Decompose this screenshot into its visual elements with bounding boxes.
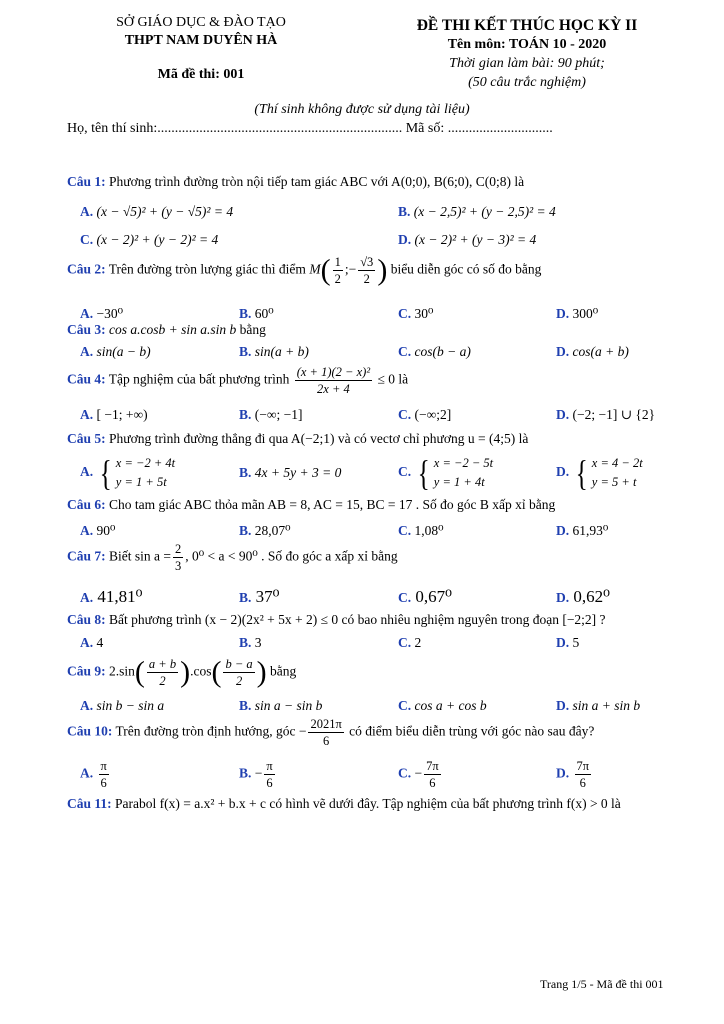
option-c[interactable]: C. 30⁰ bbox=[398, 306, 434, 321]
option-c[interactable]: C. (−∞;2] bbox=[398, 407, 452, 422]
question-text-end: , 0⁰ < a < 90⁰ . Số đo góc a xấp xỉ bằng bbox=[185, 548, 398, 564]
option-a[interactable]: A. sin(a − b) bbox=[80, 344, 151, 359]
option-d[interactable]: D. 0,62⁰ bbox=[556, 587, 610, 606]
question-label: Câu 9: bbox=[67, 663, 106, 679]
candidate-info: Họ, tên thí sinh:...................................................................... Mã số: .............................. bbox=[67, 121, 553, 136]
question-10: Câu 10: Trên đường tròn định hướng, góc − $\frac{2021\pi}{6}$ có điểm biểu diễn trùng với góc nào sau đây? bbox=[67, 717, 595, 748]
department-name: SỞ GIÁO DỤC & ĐÀO TẠO bbox=[116, 15, 286, 30]
option-a[interactable]: A. { x = −2 + 4t y = 1 + 5t bbox=[80, 453, 176, 493]
exam-code: Mã đề thi: 001 bbox=[157, 67, 245, 82]
expression-part: 2.sin bbox=[109, 663, 135, 679]
relation: ≤ 0 bbox=[377, 371, 395, 387]
fraction: $\frac{a + b}{2}$ bbox=[148, 657, 177, 688]
option-a[interactable]: A. −30⁰ bbox=[80, 306, 124, 321]
option-d[interactable]: D. { x = 4 − 2t y = 5 + t bbox=[556, 453, 643, 493]
expression-part: .cos bbox=[190, 663, 212, 679]
question-text: Trên đường tròn định hướng, góc bbox=[115, 723, 296, 739]
option-a[interactable]: A. sin b − sin a bbox=[80, 698, 165, 713]
question-text-end: biểu diễn góc có số đo bằng bbox=[390, 261, 542, 277]
option-c[interactable]: C. cos(b − a) bbox=[398, 344, 471, 359]
option-b[interactable]: B. sin(a + b) bbox=[239, 344, 309, 359]
expression: cos a.cosb + sin a.sin b bbox=[109, 322, 237, 337]
question-9: Câu 9: 2.sin( $\frac{a + b}{2}$ ).cos( $\frac{b - a}{2}$ ) bằng bbox=[67, 655, 297, 689]
question-label: Câu 4: bbox=[67, 371, 106, 387]
option-b[interactable]: B. 37⁰ bbox=[239, 587, 280, 606]
question-label: Câu 8: bbox=[67, 612, 106, 627]
question-text: Trên đường tròn lượng giác thì điểm bbox=[108, 261, 306, 277]
option-c[interactable]: C. 0,67⁰ bbox=[398, 587, 452, 606]
question-2: Câu 2: Trên đường tròn lượng giác thì điểm M( $\frac{1}{2}$ ;− $\frac{√3}{2}$ ) biểu diễn góc có số đo bằng bbox=[67, 253, 542, 287]
question-3 bbox=[67, 321, 266, 339]
option-a[interactable]: A. $\frac{\pi}{6}$ bbox=[80, 759, 107, 790]
option-b[interactable]: B. 60⁰ bbox=[239, 306, 274, 321]
question-11 bbox=[67, 795, 621, 813]
question-text: Cho tam giác ABC thỏa mãn AB = 8, AC = 15, BC = 17 . Số đo góc B xấp xỉ bằng bbox=[109, 497, 556, 512]
option-b[interactable]: B. 4x + 5y + 3 = 0 bbox=[239, 465, 342, 480]
question-label: Câu 1: bbox=[67, 174, 106, 189]
option-text: (x − √5)² + (y − √5)² = 4 bbox=[96, 204, 234, 219]
option-b[interactable]: B. 28,07⁰ bbox=[239, 523, 291, 538]
question-text: Tập nghiệm của bất phương trình bbox=[108, 371, 290, 387]
option-b[interactable]: B. 3 bbox=[239, 635, 262, 650]
fraction: $\frac{1}{2}$ bbox=[334, 255, 341, 286]
question-text-end: có điểm biểu diễn trùng với góc nào sau đây? bbox=[349, 723, 595, 739]
question-6 bbox=[67, 496, 555, 514]
question-text: bằng bbox=[239, 322, 266, 337]
school-name: THPT NAM DUYÊN HÀ bbox=[124, 33, 278, 48]
option-a[interactable]: A. 41,81⁰ bbox=[80, 587, 143, 606]
header-right bbox=[388, 16, 666, 92]
option-text: (x − 2)² + (y − 3)² = 4 bbox=[414, 232, 537, 247]
fraction: $\frac{b - a}{2}$ bbox=[225, 657, 253, 688]
option-c[interactable]: C. 2 bbox=[398, 635, 422, 650]
option-d[interactable]: D. 5 bbox=[556, 635, 580, 650]
option-c[interactable] bbox=[80, 231, 218, 249]
option-a[interactable]: A. 4 bbox=[80, 635, 104, 650]
option-b[interactable]: B. (−∞; −1] bbox=[239, 407, 303, 422]
exam-title: ĐỀ THI KẾT THÚC HỌC KỲ II bbox=[416, 17, 638, 34]
fraction: $\frac{√3}{2}$ bbox=[360, 255, 374, 286]
option-a[interactable]: A. 90⁰ bbox=[80, 523, 116, 538]
option-d[interactable]: D. (−2; −1] ∪ {2} bbox=[556, 407, 656, 422]
exam-duration: Thời gian làm bài: 90 phút; bbox=[449, 56, 605, 71]
notice: (Thí sinh không được sử dụng tài liệu) bbox=[254, 102, 470, 117]
option-d[interactable]: D. cos(a + b) bbox=[556, 344, 629, 359]
question-label: Câu 2: bbox=[67, 261, 106, 277]
question-5-options bbox=[80, 452, 680, 492]
question-text: Phương trình đường tròn nội tiếp tam giác ABC với A(0;0), B(6;0), C(0;8) là bbox=[109, 174, 525, 189]
fraction: $\frac{2021\pi}{6}$ bbox=[310, 717, 342, 748]
option-letter: C. bbox=[80, 232, 94, 247]
question-label: Câu 10: bbox=[67, 723, 113, 739]
option-c[interactable]: C. 1,08⁰ bbox=[398, 523, 444, 538]
question-label: Câu 11: bbox=[67, 796, 112, 811]
question-text: bằng bbox=[270, 663, 297, 679]
fraction: $\frac{\text{(x + 1)(2 − x)²}}{2x + 4}$ bbox=[296, 365, 371, 396]
question-7 bbox=[67, 541, 398, 574]
question-text: Bất phương trình (x − 2)(2x² + 5x + 2) ≤ 0 có bao nhiêu nghiệm nguyên trong đoạn [−2;2] ? bbox=[109, 612, 606, 627]
option-b[interactable]: B. − $\frac{\pi}{6}$ bbox=[239, 759, 273, 790]
page-footer: Trang 1/5 - Mã đề thi 001 bbox=[540, 977, 664, 991]
question-label: Câu 5: bbox=[67, 431, 106, 446]
option-letter: D. bbox=[398, 232, 412, 247]
subject-name: Tên môn: TOÁN 10 - 2020 bbox=[447, 37, 607, 52]
option-a[interactable] bbox=[80, 203, 233, 221]
option-d[interactable]: D. 61,93⁰ bbox=[556, 523, 609, 538]
exam-format: (50 câu trắc nghiệm) bbox=[468, 75, 586, 90]
option-c[interactable]: C. − $\frac{7\pi}{6}$ bbox=[398, 759, 439, 790]
question-text: Phương trình đường thẳng đi qua A(−2;1) và có vectơ chỉ phương u = (4;5) là bbox=[109, 431, 529, 446]
option-letter: B. bbox=[398, 204, 411, 219]
option-text: (x − 2)² + (y − 2)² = 4 bbox=[96, 232, 219, 247]
question-text-end: là bbox=[398, 371, 409, 387]
option-d[interactable]: D. sin a + sin b bbox=[556, 698, 641, 713]
option-b[interactable] bbox=[398, 203, 556, 221]
option-d[interactable] bbox=[398, 231, 536, 249]
question-4 bbox=[67, 364, 408, 397]
option-c[interactable]: C. cos a + cos b bbox=[398, 698, 487, 713]
option-c[interactable]: C. { x = −2 − 5t y = 1 + 4t bbox=[398, 453, 494, 493]
question-text: Parabol f(x) = a.x² + b.x + c có hình vẽ dưới đây. Tập nghiệm của bất phương trình f(x) > 0 là bbox=[115, 796, 621, 811]
option-letter: A. bbox=[80, 204, 94, 219]
option-d[interactable]: D. $\frac{7\pi}{6}$ bbox=[556, 759, 590, 790]
option-a[interactable]: A. [ −1; +∞) bbox=[80, 407, 148, 422]
header-left bbox=[86, 14, 316, 84]
question-text: Biết sin a = bbox=[109, 548, 171, 564]
question-label: Câu 6: bbox=[67, 497, 106, 512]
question-8 bbox=[67, 611, 606, 629]
question-1 bbox=[67, 173, 524, 191]
option-d[interactable]: D. 300⁰ bbox=[556, 306, 599, 321]
option-text: (x − 2,5)² + (y − 2,5)² = 4 bbox=[413, 204, 556, 219]
question-label: Câu 7: bbox=[67, 548, 106, 564]
option-b[interactable]: B. sin a − sin b bbox=[239, 698, 323, 713]
question-label: Câu 3: bbox=[67, 322, 106, 337]
fraction: $\frac{2}{3}$ bbox=[175, 542, 182, 573]
question-5 bbox=[67, 430, 528, 448]
point-name: M bbox=[309, 261, 321, 277]
